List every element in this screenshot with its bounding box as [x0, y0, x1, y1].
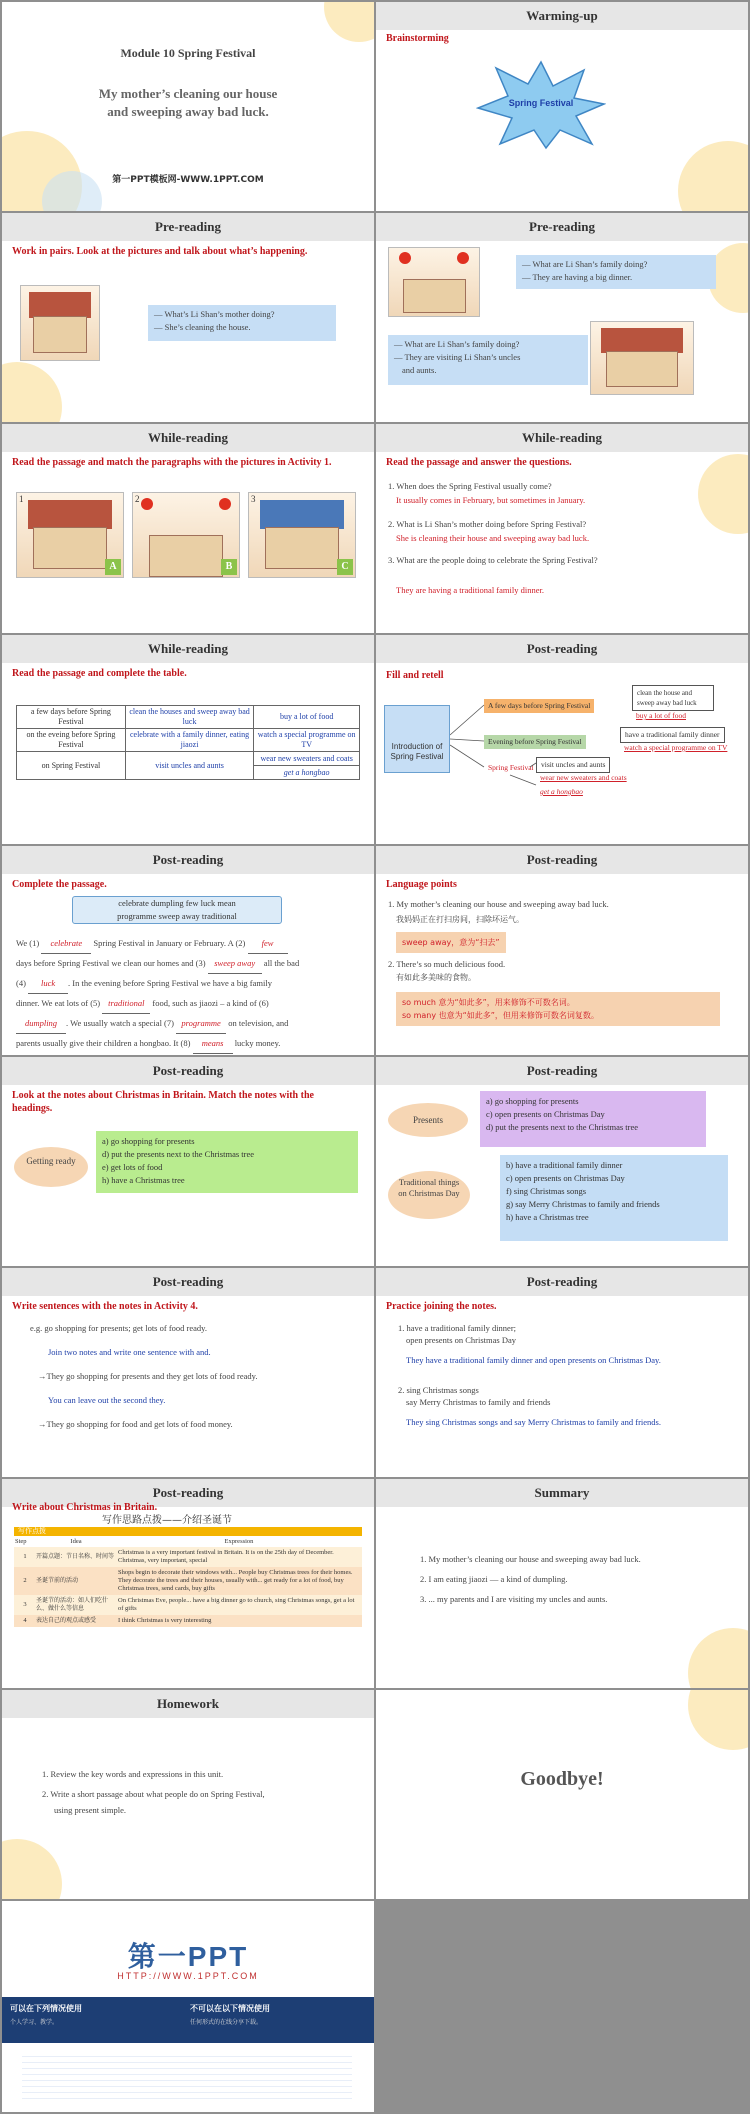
- writing-table: [14, 1537, 362, 1627]
- answer-2: She is cleaning their house and sweeping away bad luck.: [396, 533, 590, 543]
- slide-title: Post-reading: [152, 852, 224, 867]
- note: visit uncles and aunts: [536, 757, 610, 773]
- slide-title: Pre-reading: [529, 219, 595, 234]
- dialogue-box-2: [388, 335, 588, 385]
- result-2: They sing Christmas songs and say Merry Christmas to family and friends.: [406, 1417, 661, 1427]
- lesson-title-line1: My mother’s cleaning our house: [98, 86, 278, 101]
- source-label: 第一PPT模板网-WWW.1PPT.COM: [112, 175, 264, 185]
- table-cell: get a hongbao: [254, 766, 360, 780]
- slide-while-reading-2[interactable]: [376, 424, 748, 633]
- sentence-2: →They go shopping for food and get lots of food money.: [38, 1419, 233, 1429]
- slide-homework[interactable]: [2, 1690, 374, 1899]
- ppt-url[interactable]: HTTP://WWW.1PPT.COM: [117, 1971, 259, 1981]
- pic-number: 1: [19, 494, 24, 504]
- notes-box: [96, 1131, 358, 1193]
- license-cannot: 不可以在以下情况使用: [190, 2004, 270, 2013]
- note-2a: 2. sing Christmas songs: [398, 1385, 479, 1395]
- slide-pre-reading-1[interactable]: [2, 213, 374, 422]
- point-1-translation: 我妈妈正在打扫房间，扫除坏运气。: [396, 915, 524, 924]
- point-1: 1. My mother’s cleaning our house and sweeping away bad luck.: [388, 899, 609, 909]
- decor-circle: [698, 454, 748, 534]
- word-bank: [72, 896, 282, 924]
- slide-summary[interactable]: [376, 1479, 748, 1688]
- decor-circle: [324, 2, 374, 42]
- blank-6[interactable]: dumpling: [16, 1014, 66, 1034]
- result-1: They have a traditional family dinner and open presents on Christmas Day.: [406, 1355, 661, 1365]
- blank-5[interactable]: traditional: [102, 994, 150, 1014]
- slide-christmas-notes[interactable]: [2, 1057, 374, 1266]
- section-heading: Language points: [386, 879, 457, 890]
- passage-text: on television, and: [228, 1018, 289, 1028]
- th: Step: [15, 1538, 27, 1545]
- summary-item: 2. I am eating jiaozi — a kind of dumpling.: [420, 1574, 568, 1584]
- decor-circle: [688, 1628, 748, 1688]
- note-item: h) have a Christmas tree: [506, 1212, 589, 1222]
- question: — What are Li Shan’s family doing?: [522, 259, 648, 269]
- summary-item: 3. ... my parents and I are visiting my uncles and aunts.: [420, 1594, 608, 1604]
- blank-2[interactable]: few: [248, 934, 288, 954]
- note: watch a special programme on TV: [624, 743, 728, 752]
- slide-title: Post-reading: [152, 1485, 224, 1500]
- slide-while-reading-1[interactable]: [2, 424, 374, 633]
- guide-subtitle: 写作思路点拨——介绍圣诞节: [102, 1515, 232, 1526]
- slide-warming-up[interactable]: [376, 2, 748, 211]
- cell: 圣诞节前的活动: [36, 1577, 79, 1584]
- th: Expression: [224, 1538, 254, 1545]
- note-item: d) put the presents next to the Christmas tree: [102, 1149, 255, 1159]
- passage-text: days before Spring Festival we clean our homes and (3): [16, 958, 206, 968]
- table-cell: buy a lot of food: [254, 706, 360, 729]
- answer: — They are having a big dinner.: [522, 272, 633, 282]
- cell: 4: [23, 1617, 27, 1624]
- section-heading: Fill and retell: [386, 670, 444, 681]
- answer: — She’s cleaning the house.: [154, 322, 251, 332]
- answer-3: They are having a traditional family dinner.: [396, 585, 544, 595]
- decor-circle: [678, 141, 748, 211]
- note-item: a) go shopping for presents: [102, 1136, 195, 1146]
- question: — What are Li Shan’s family doing?: [394, 339, 520, 349]
- pic-label: B: [221, 559, 237, 575]
- note-2b: say Merry Christmas to family and friends: [406, 1397, 551, 1407]
- passage-text: (4): [16, 978, 26, 988]
- table-row: [14, 1547, 362, 1567]
- slide-title: Warming-up: [526, 8, 598, 23]
- instruction: Read the passage and complete the table.: [12, 668, 187, 679]
- slide-title: Pre-reading: [155, 219, 221, 234]
- passage-text: . In the evening before Spring Festival we have a big family: [68, 978, 272, 988]
- homework-item: 1. Review the key words and expressions in this unit.: [42, 1769, 224, 1779]
- slide-practice-joining[interactable]: [376, 1268, 748, 1477]
- slide-christmas-headings[interactable]: [376, 1057, 748, 1266]
- table-cell: clean the houses and sweep away bad luck: [125, 706, 254, 729]
- license-can-detail: 个人学习、教学。: [10, 2019, 59, 2026]
- question-1: 1. When does the Spring Festival usually come?: [388, 481, 552, 491]
- pic-number: 2: [135, 494, 140, 504]
- instruction: Complete the passage.: [12, 879, 107, 890]
- link-list: [22, 2051, 352, 2103]
- note-line: so many 也意为“如此多”，但用来修饰可数名词复数。: [402, 1011, 599, 1020]
- slide-title: While-reading: [148, 641, 228, 656]
- note-item: d) put the presents next to the Christmas tree: [486, 1122, 639, 1132]
- table-row: [14, 1567, 362, 1595]
- note: clean the house and sweep away bad luck: [632, 685, 714, 711]
- license-cannot-detail: 任何形式的在线分享下载。: [190, 2019, 263, 2026]
- word-bank-line: celebrate dumpling few luck mean: [118, 898, 236, 908]
- note-item: f) sing Christmas songs: [506, 1186, 587, 1196]
- passage-text: food, such as jiaozi – a kind of (6): [152, 998, 269, 1008]
- instruction: Read the passage and answer the questions.: [386, 457, 572, 468]
- instruction: Practice joining the notes.: [386, 1301, 497, 1312]
- summary-item: 1. My mother’s cleaning our house and sweeping away bad luck.: [420, 1554, 641, 1564]
- burst-label: Spring Festival: [508, 98, 574, 108]
- cell: 3: [23, 1601, 27, 1608]
- picture-a: [16, 492, 124, 578]
- cell: 圣诞节的活动：如人们吃什么、做什么等信息: [36, 1597, 109, 1612]
- cell: Christmas is a very important festival in Britain. It is on the 25th day of December. Christmas, very important, special: [118, 1549, 334, 1564]
- blank-1[interactable]: celebrate: [41, 934, 91, 954]
- connector-lines: [450, 695, 640, 805]
- license-band: [2, 1997, 374, 2043]
- decor-circle: [2, 362, 62, 422]
- slide-title: Post-reading: [526, 852, 598, 867]
- dialogue-box: [148, 305, 336, 341]
- instruction: Look at the notes about Christmas in Britain. Match the notes with the headings.: [12, 1090, 314, 1114]
- note-item: g) say Merry Christmas to family and friends: [506, 1199, 660, 1209]
- branch-3: Spring Festival: [488, 763, 534, 772]
- pic-label: A: [105, 559, 121, 575]
- table-cell: wear new sweaters and coats: [254, 752, 360, 766]
- slide-title: Post-reading: [152, 1063, 224, 1078]
- picture-c: [248, 492, 356, 578]
- slide-title: While-reading: [522, 430, 602, 445]
- cell: 2: [23, 1577, 27, 1584]
- table-cell: watch a special programme on TV: [254, 729, 360, 752]
- table-row: [17, 706, 360, 729]
- note-box: [396, 992, 720, 1026]
- ppt-logo: 第一PPT: [127, 1941, 249, 1972]
- note-item: h) have a Christmas tree: [102, 1175, 185, 1185]
- slide-title[interactable]: [2, 2, 374, 211]
- instruction: Read the passage and match the paragraphs with the pictures in Activity 1.: [12, 457, 332, 468]
- point-2-translation: 有如此多美味的食物。: [396, 973, 476, 982]
- notes-box-presents: [480, 1091, 706, 1147]
- note-box: sweep away，意为“扫去”: [396, 932, 506, 953]
- slide-while-reading-3[interactable]: [2, 635, 374, 844]
- cell: 1: [23, 1553, 27, 1560]
- slide-title: Post-reading: [526, 641, 598, 656]
- slide-title: Summary: [534, 1485, 590, 1500]
- cell: 表达自己的观点或感受: [36, 1617, 97, 1624]
- picture-visiting: [590, 321, 694, 395]
- answer-cont: and aunts.: [402, 365, 437, 375]
- slide-fill-retell[interactable]: [376, 635, 748, 844]
- center-box: Introduction of Spring Festival: [384, 705, 450, 773]
- guide-band: 写作点拨: [14, 1527, 362, 1536]
- note-line: so much 意为“如此多”，用来修饰不可数名词。: [402, 998, 575, 1007]
- passage-text: Spring Festival in January or February. A (2): [93, 938, 246, 948]
- word-bank-line: programme sweep away traditional: [117, 911, 237, 921]
- note: get a hongbao: [540, 787, 583, 796]
- note-1b: open presents on Christmas Day: [406, 1335, 517, 1345]
- heading-ellipse: Presents: [388, 1103, 468, 1137]
- cell: Shops begin to decorate their windows with... People buy Christmas trees for their homes. They decorate the trees and their houses, usually with... get ready for a lot of food, buy Christmas trees, send cards, buy gifts: [118, 1569, 353, 1592]
- slide-write-sentences[interactable]: [2, 1268, 374, 1477]
- table-header: [14, 1537, 362, 1547]
- passage-text: dinner. We eat lots of (5): [16, 998, 101, 1008]
- blank-3[interactable]: sweep away: [208, 954, 262, 974]
- answer: — They are visiting Li Shan’s uncles: [394, 352, 521, 362]
- pic-number: 3: [251, 494, 256, 504]
- passage-text: . We usually watch a special (7): [66, 1018, 174, 1028]
- table-cell: visit uncles and aunts: [125, 752, 254, 780]
- tip-1: Join two notes and write one sentence with and.: [48, 1347, 211, 1357]
- note-1a: 1. have a traditional family dinner;: [398, 1323, 517, 1333]
- cell: On Christmas Eve, people... have a big dinner go to church, sing Christmas songs, get a lot of gifts: [118, 1597, 355, 1612]
- question-3: 3. What are the people doing to celebrate the Spring Festival?: [388, 555, 598, 565]
- decor-circle: [688, 1690, 748, 1750]
- blank-4[interactable]: luck: [28, 974, 68, 994]
- answer-1: It usually comes in February, but sometimes in January.: [396, 495, 586, 505]
- note-item: b) have a traditional family dinner: [506, 1160, 623, 1170]
- picture-cleaning: [20, 285, 100, 361]
- table-cell: on the eveing before Spring Festival: [17, 729, 126, 752]
- slide-language-points[interactable]: [376, 846, 748, 1055]
- instruction: Work in pairs. Look at the pictures and talk about what’s happening.: [12, 246, 308, 257]
- homework-item: using present simple.: [54, 1805, 127, 1815]
- slide-title: Post-reading: [526, 1063, 598, 1078]
- table-row: [17, 752, 360, 766]
- question-2: 2. What is Li Shan’s mother doing before Spring Festival?: [388, 519, 587, 529]
- license-can: 可以在下列情况使用: [10, 2004, 82, 2013]
- question: — What’s Li Shan’s mother doing?: [154, 309, 275, 319]
- slide-title: Homework: [156, 1696, 220, 1711]
- note-item: c) open presents on Christmas Day: [486, 1109, 605, 1119]
- table-row: [14, 1595, 362, 1615]
- branch-2: Evening before Spring Festival: [484, 735, 586, 749]
- lesson-title-line2: and sweeping away bad luck.: [107, 104, 269, 119]
- cell: 开篇点题：节日名称、时间等: [36, 1553, 115, 1560]
- note: wear new sweaters and coats: [540, 773, 627, 782]
- th: Idea: [70, 1538, 82, 1545]
- passage-text: all the bad: [263, 958, 300, 968]
- example: e.g. go shopping for presents; get lots of food ready.: [30, 1323, 207, 1333]
- homework-item: 2. Write a short passage about what people do on Spring Festival,: [42, 1789, 265, 1799]
- blank-8[interactable]: means: [193, 1034, 233, 1054]
- note: buy a lot of food: [636, 711, 686, 720]
- festival-table: [16, 705, 360, 780]
- branch-1: A few days before Spring Festival: [484, 699, 594, 713]
- heading-ellipse: Traditional things on Christmas Day: [388, 1171, 470, 1219]
- heading-ellipse: Getting ready: [14, 1147, 88, 1187]
- module-title: Module 10 Spring Festival: [120, 46, 256, 60]
- slide-pre-reading-2[interactable]: [376, 213, 748, 422]
- passage-text: parents usually give their children a hongbao. It (8): [16, 1038, 191, 1048]
- dialogue-box-1: [516, 255, 716, 289]
- slide-title: Post-reading: [526, 1274, 598, 1289]
- tip-2: You can leave out the second they.: [48, 1395, 166, 1405]
- notes-box-traditional: [500, 1155, 728, 1241]
- table-row: [14, 1615, 362, 1627]
- pic-label: C: [337, 559, 353, 575]
- section-heading: Brainstorming: [386, 33, 449, 44]
- slide-goodbye[interactable]: [376, 1690, 748, 1899]
- note: have a traditional family dinner: [620, 727, 725, 743]
- note-item: c) open presents on Christmas Day: [506, 1173, 625, 1183]
- instruction: Write about Christmas in Britain.: [12, 1502, 158, 1513]
- blank-7[interactable]: programme: [176, 1014, 226, 1034]
- sentence-1: →They go shopping for presents and they get lots of food ready.: [38, 1371, 258, 1381]
- slide-title: While-reading: [148, 430, 228, 445]
- goodbye-text: Goodbye!: [520, 1768, 604, 1790]
- decor-circle: [2, 1839, 62, 1899]
- slide-title: Post-reading: [152, 1274, 224, 1289]
- slide-ppt-footer[interactable]: [2, 1901, 374, 2112]
- point-2: 2. There’s so much delicious food.: [388, 959, 506, 969]
- picture-b: [132, 492, 240, 578]
- cell: I think Christmas is very interesting: [118, 1617, 212, 1624]
- table-cell: celebrate with a family dinner, eating jiaozi: [125, 729, 254, 752]
- slide-complete-passage[interactable]: [2, 846, 374, 1055]
- note-item: a) go shopping for presents: [486, 1096, 579, 1106]
- instruction: Write sentences with the notes in Activity 4.: [12, 1301, 198, 1312]
- passage-text: lucky money.: [234, 1038, 281, 1048]
- passage: [16, 934, 366, 1054]
- slide-writing-guide[interactable]: [2, 1479, 374, 1688]
- table-row: [17, 729, 360, 752]
- table-cell: on Spring Festival: [17, 752, 126, 780]
- picture-dinner: [388, 247, 480, 317]
- passage-text: We (1): [16, 938, 40, 948]
- note-item: e) get lots of food: [102, 1162, 163, 1172]
- table-cell: a few days before Spring Festival: [17, 706, 126, 729]
